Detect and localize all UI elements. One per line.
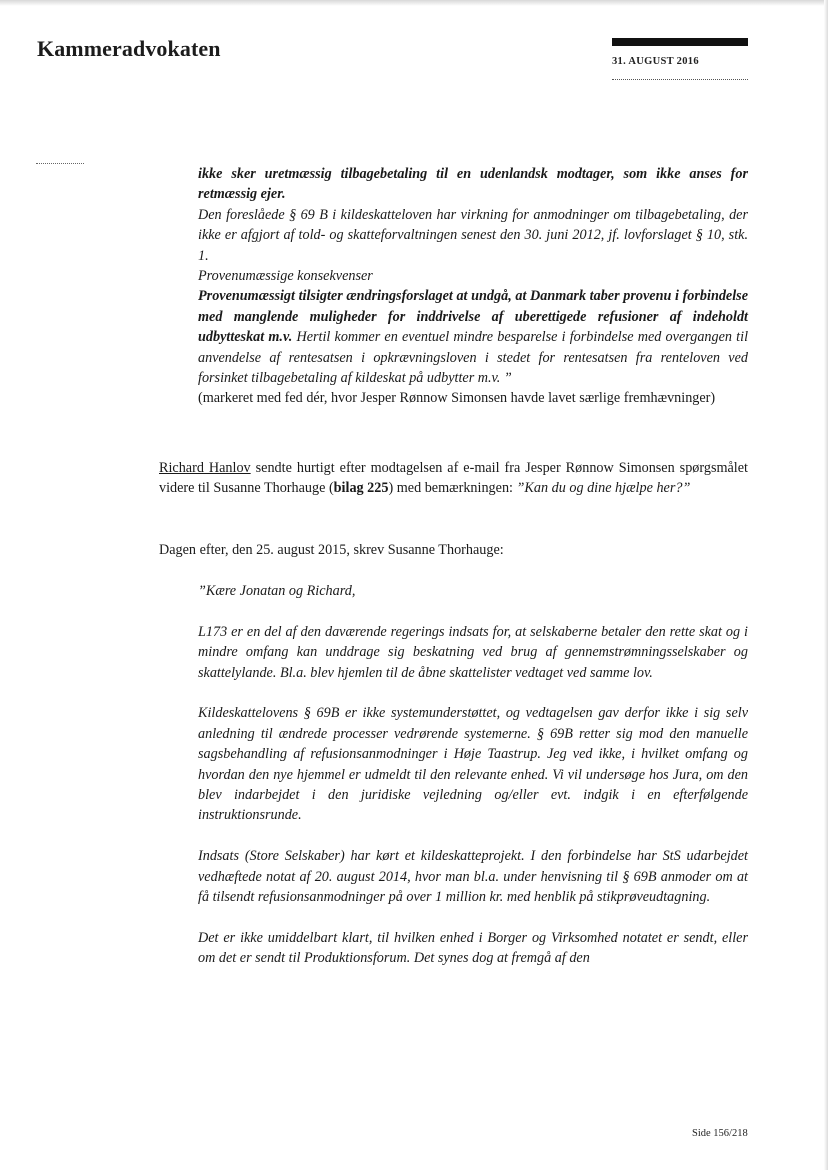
para1-quote: ”Kan du og dine hjælpe her?” [516, 480, 691, 497]
margin-rule [36, 163, 84, 164]
person-name: Richard Hanlov [159, 460, 251, 476]
quote1-note: (markeret med fed dér, hvor Jesper Rønnow Simonsen havde lavet særlige fremhævninger) [198, 390, 716, 407]
quote1-line2: Den foreslåede § 69 B i kildeskatteloven har virkning for anmodninger om tilbagebetaling, der ikke er afgjort af told- og skatteforvaltningen senest den 30. juni 2012, jf. lovforslaget § 10, stk. 1. [198, 206, 748, 264]
para1-text-a: sendte hurtigt efter modtagelsen af e-mail fra Jesper Rønnow Simonsen spørgsmålet videre til Susanne Thorhauge ( [159, 460, 748, 497]
para2-text: Dagen efter, den 25. august 2015, skrev Susanne Thorhauge: [159, 542, 504, 558]
quote2-paragraph-3: Indsats (Store Selskaber) har kørt et kildeskatteprojekt. I den forbindelse har StS udarbejdet vedhæftede notat af 20. august 2014, hvor man bl.a. under henvisning til § 69B anmoder om at få tilsendt refusionsanmodninger på over 1 million kr. med henblik på stikprøveudtagning. [198, 848, 748, 906]
quote1-line1: ikke sker uretmæssig tilbagebetaling til en udenlandsk modtager, som ikke anses for retmæssig ejer. [198, 166, 748, 203]
para1-text-b: ) med bemærkningen: [388, 480, 517, 497]
paragraph-1 [159, 458, 748, 499]
quote1-bold-text: Provenumæssigt tilsigter ændringsforslaget at undgå, at Danmark taber provenu i forbindelse med manglende muligheder for inddrivelse af uberettigede refusioner af indeholdt udbytteskat m.v. [198, 288, 748, 346]
quote-block-2 [198, 581, 748, 969]
paragraph-2 [159, 540, 748, 560]
quote1-rest-text: Hertil kommer en eventuel mindre besparelse i forbindelse med overgangen til anvendelse af rentesatsen i opkrævningsloven i stedet for rentesatsen fra renteloven ved forsinket tilbagebetaling af kildeskat på udbytter m.v. ” [198, 329, 749, 387]
page-number: Side 156/218 [692, 1128, 748, 1139]
header-bar [612, 38, 748, 46]
page-edge [0, 0, 828, 6]
header-date: 31. AUGUST 2016 [612, 56, 699, 67]
quote2-paragraph-1: L173 er en del af den daværende regerings indsats for, at selskaberne betaler den rette skat og i mindre omfang kan unddrage sig beskatning ved brug af gennemstrømningsselskaber og skattelylande. Bl.a. blev hjemlen til de åbne skattelister vedtaget ved samme lov. [198, 623, 748, 681]
page-edge-right [824, 0, 828, 1170]
quote2-paragraph-4: Det er ikke umiddelbart klart, til hvilken enhed i Borger og Virksomhed notatet er sendt, eller om det er sendt til Produktionsforum. Det synes dog at fremgå af den [198, 929, 748, 967]
quote1-heading: Provenumæssige konsekvenser [198, 268, 373, 285]
quote2-salutation: ”Kære Jonatan og Richard, [198, 583, 356, 599]
quote-block-1 [198, 164, 748, 409]
quote1-paragraph [198, 286, 748, 388]
logo: Kammeradvokaten [37, 36, 221, 61]
bilag-ref: bilag 225 [333, 480, 389, 497]
quote2-paragraph-2: Kildeskattelovens § 69B er ikke systemunderstøttet, og vedtagelsen gav derfor ikke i sig selv anledning til ændrede processer vedrørende systemerne. § 69B retter sig mod den manuelle sagsbehandling af refusionsanmodninger i Høje Taastrup. Jeg ved ikke, i hvilket omfang og hvordan den nye hjemmel er udmeldt til den relevante enhed. Vi vil undersøge hos Jura, om den blev indarbejdet i den juridiske vejledning og/eller evt. indgik i en efterfølgende instruktionsrunde. [198, 705, 748, 824]
header-rule [612, 79, 748, 80]
